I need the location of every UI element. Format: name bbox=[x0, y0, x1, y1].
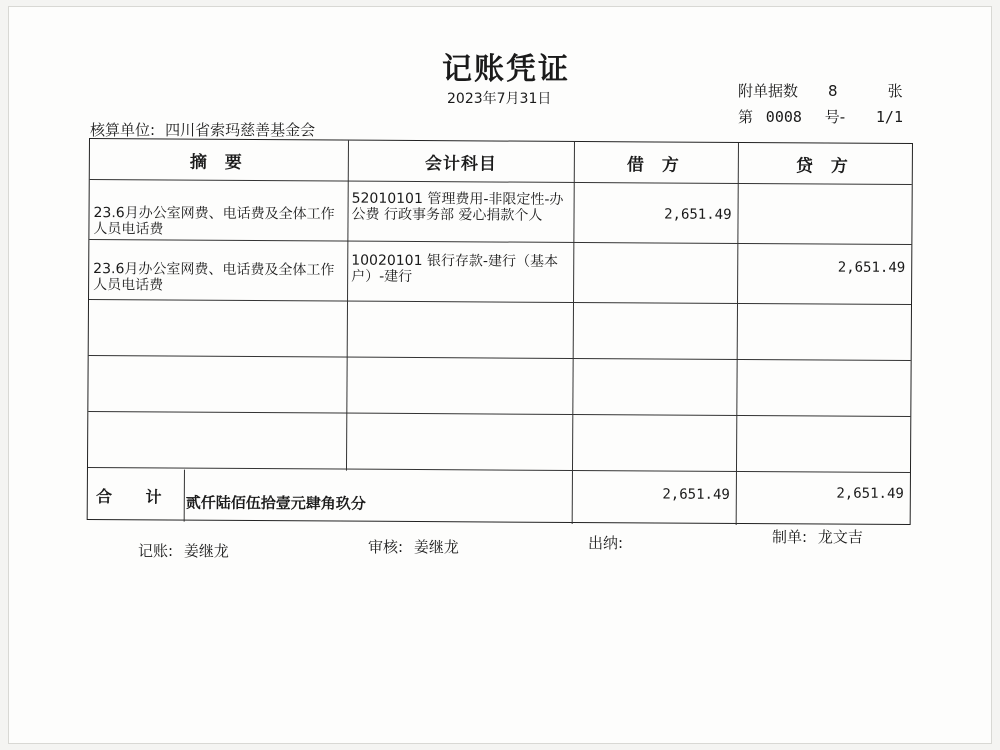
voucher-number: 0008 bbox=[765, 108, 802, 126]
row1-debit: 2,651.49 bbox=[664, 206, 732, 223]
voucher-date: 2023年7月31日 bbox=[447, 91, 552, 107]
cashier-label: 出纳: bbox=[588, 534, 624, 552]
unit-label: 核算单位: bbox=[90, 121, 156, 139]
header-credit: 贷 方 bbox=[795, 155, 854, 177]
attachments-unit: 张 bbox=[887, 82, 903, 100]
header-account: 会计科目 bbox=[424, 153, 497, 174]
attachments-info bbox=[738, 80, 903, 101]
voucher-page: 1/1 bbox=[875, 108, 903, 126]
row2-account: 10020101 银行存款-建行（基本户）-建行 bbox=[351, 252, 559, 285]
preparer-label: 制单: bbox=[772, 528, 808, 546]
total-label: 合 计 bbox=[95, 486, 176, 507]
reviewer-label: 审核: bbox=[368, 538, 404, 556]
bookkeeper-name: 姜继龙 bbox=[183, 542, 229, 560]
voucher-title: 记账凭证 bbox=[442, 52, 570, 87]
row1-account: 52010101 管理费用-非限定性-办公费 行政事务部 爱心捐款个人 bbox=[351, 190, 564, 224]
row2-summary: 23.6月办公室网费、电话费及全体工作人员电话费 bbox=[93, 261, 335, 294]
total-debit: 2,651.49 bbox=[662, 486, 730, 503]
total-credit: 2,651.49 bbox=[836, 485, 904, 502]
row2-debit bbox=[573, 258, 731, 259]
unit-name: 四川省索玛慈善基金会 bbox=[165, 121, 316, 139]
voucher-prefix: 第 bbox=[738, 108, 754, 126]
reviewer-field bbox=[368, 536, 459, 557]
bookkeeper-label: 记账: bbox=[138, 542, 174, 560]
bookkeeper-field bbox=[138, 540, 229, 561]
row1-credit bbox=[738, 207, 906, 208]
voucher-number-info bbox=[738, 106, 903, 127]
row1-summary: 23.6月办公室网费、电话费及全体工作人员电话费 bbox=[93, 205, 335, 238]
reviewer-name: 姜继龙 bbox=[413, 538, 459, 556]
header-summary: 摘 要 bbox=[189, 152, 248, 173]
accounting-unit bbox=[90, 119, 315, 140]
preparer-name: 龙文吉 bbox=[817, 528, 863, 546]
voucher-suffix: 号- bbox=[824, 108, 846, 126]
row2-credit: 2,651.49 bbox=[837, 259, 906, 276]
voucher-table bbox=[87, 138, 913, 525]
attachments-count: 8 bbox=[828, 82, 838, 100]
preparer-field bbox=[772, 526, 863, 547]
total-in-words: 贰仟陆佰伍拾壹元肆角玖分 bbox=[185, 493, 366, 513]
attachments-label: 附单据数 bbox=[738, 82, 799, 100]
cashier-field bbox=[588, 532, 629, 553]
header-debit: 借 方 bbox=[626, 154, 685, 176]
